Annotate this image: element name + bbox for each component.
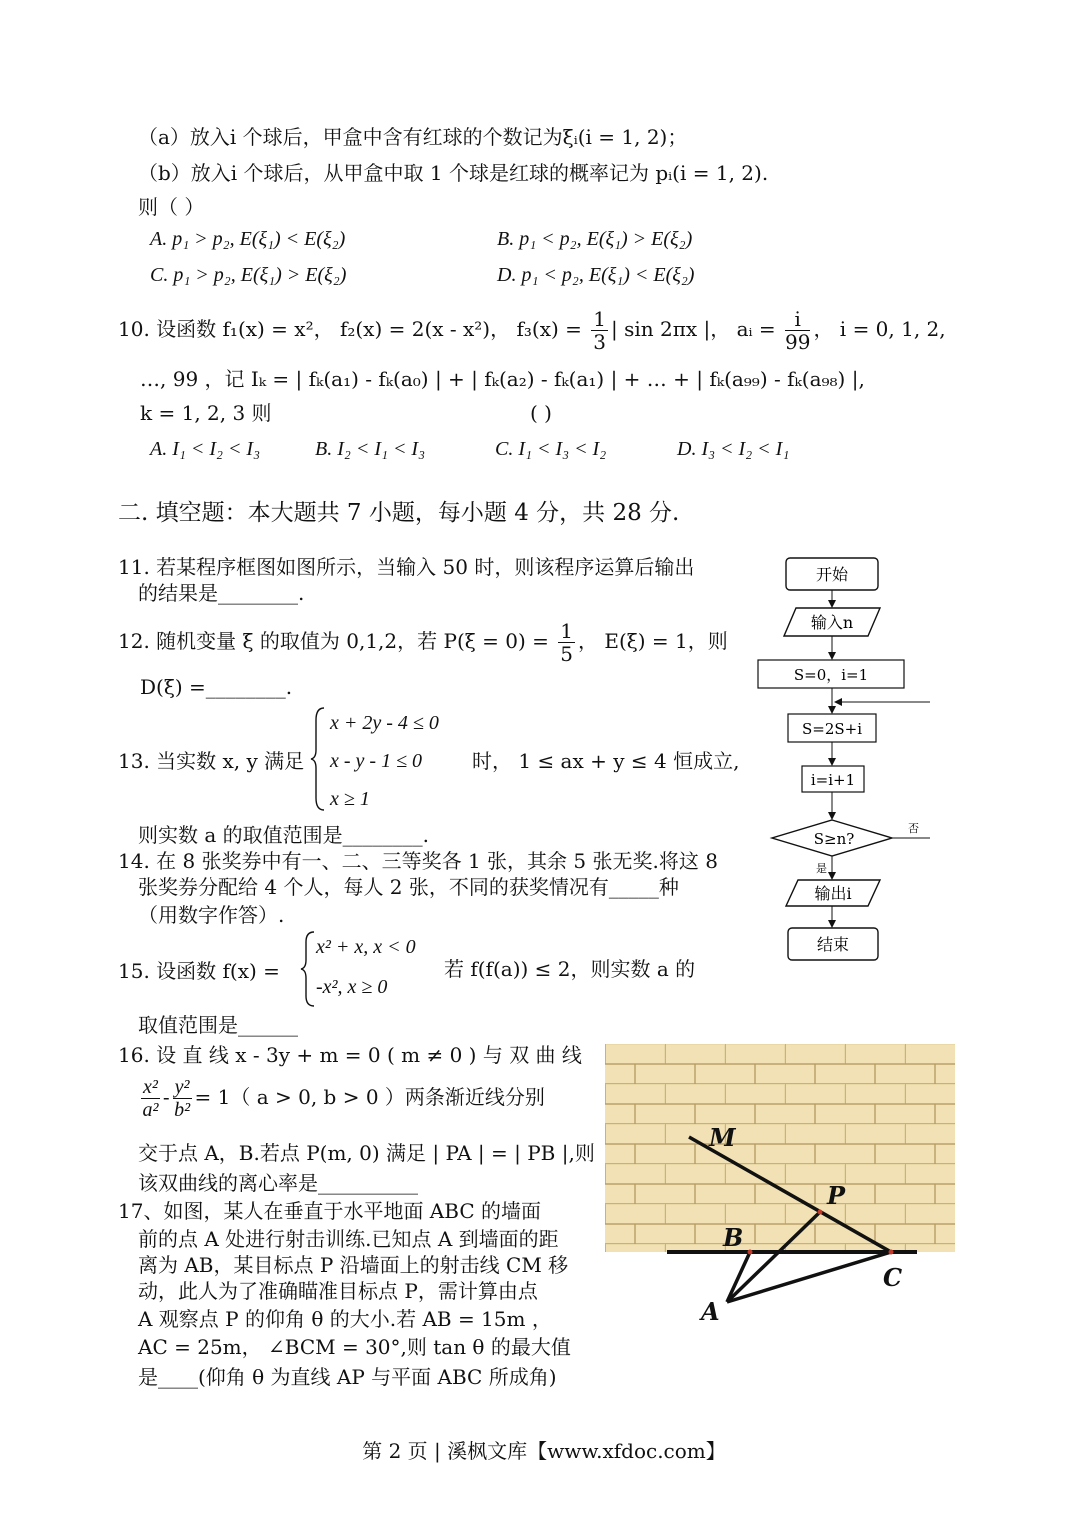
q10-line1-post: ， i = 0, 1, 2, [813,317,946,341]
q13-lead: 13. 当实数 x, y 满足 [118,749,305,773]
q16-minus: - [162,1085,170,1109]
q17-line4: 动，此人为了准确瞄准目标点 P，需计算由点 [138,1279,538,1303]
q10-fraction-a [785,308,810,353]
q15-line2: 取值范围是______ [138,1013,298,1037]
q12-line1-pre: 12. 随机变量 ξ 的取值为 0,1,2，若 P(ξ = 0) = [118,629,556,653]
q17-line2: 前的点 A 处进行射击训练.已知点 A 到墙面的距 [138,1227,559,1251]
flow-output-label: 输出i [814,884,852,903]
q16-frac-x [141,1076,160,1121]
q9-then: 则（ ） [138,195,205,219]
q16-line3: 交于点 A，B.若点 P(m, 0) 满足 | PA | = | PB |,则 [138,1141,595,1165]
q13-tail: 时， 1 ≤ ax + y ≤ 4 恒成立, [472,749,740,773]
q16-line1: 16. 设 直 线 x - 3y + m = 0 ( m ≠ 0 ) 与 双 曲 线 [118,1043,582,1067]
q11-line2: 的结果是________. [138,581,305,605]
q16-line4: 该双曲线的离心率是__________ [138,1171,418,1195]
wall-figure [605,1044,955,1336]
flow-decision-label: S≥n? [813,830,855,848]
q14-line1: 14. 在 8 张奖券中有一、二、三等奖各 1 张，其余 5 张无奖.将这 8 [118,849,718,873]
q14-line3: （用数字作答）. [138,903,285,927]
q11-line1: 11. 若某程序框图如图所示，当输入 50 时，则该程序运算后输出 [118,555,695,579]
q13-line2: 则实数 a 的取值范围是________. [138,823,429,847]
flow-update-i-label: i=i+1 [810,771,856,789]
label-b: B [723,1223,744,1252]
q10-frac2-den: 99 [785,330,811,354]
label-p: P [827,1181,846,1210]
q15-brace [300,930,316,1008]
q12-line1 [118,620,728,665]
q12-line2: D(ξ) =________. [140,675,293,699]
q16-frac-y [173,1076,192,1121]
flow-input-label: 输入n [810,613,854,632]
q16-frac-y-num: y² [174,1076,190,1098]
q9-condition-a: （a）放入i 个球后，甲盒中含有红球的个数记为ξᵢ(i = 1, 2)； [138,125,688,149]
q15-case-2: -x², x ≥ 0 [316,976,388,998]
flow-update-s-label: S=2S+i [801,720,863,738]
q10-fraction-third [591,308,608,353]
q10-frac-den: 3 [593,330,606,354]
flow-no-label: 否 [908,822,919,835]
q12-fraction [558,620,575,665]
q17-line6: AC = 25m， ∠BCM = 30°,则 tan θ 的最大值 [138,1335,571,1359]
q13-brace [310,706,326,812]
point-b [748,1250,753,1255]
q12-line1-post: ， E(ξ) = 1，则 [577,629,728,653]
q10-option-c: C. I₁ < I₃ < I₂ [495,438,607,460]
q12-frac-num: 1 [560,619,573,643]
q15-tail: 若 f(f(a)) ≤ 2，则实数 a 的 [444,957,696,981]
q13-constraint-1: x + 2y - 4 ≤ 0 [330,712,439,734]
q10-frac-num: 1 [593,307,606,331]
brick-wall [605,1044,955,1252]
q10-line3: k = 1, 2, 3 则 [140,401,272,425]
q16-frac-x-num: x² [143,1076,158,1098]
q17-line7: 是____(仰角 θ 为直线 AP 与平面 ABC 所成角) [138,1365,557,1389]
flow-init-label: S=0，i=1 [793,666,869,684]
q12-frac-den: 5 [560,642,573,666]
ground-area [605,1252,955,1336]
q9-option-b: B. p₁ < p₂, E(ξ₁) > E(ξ₂) [497,228,693,250]
q16-line2-post: = 1（ a > 0, b > 0 ）两条渐近线分别 [194,1085,545,1109]
flow-end-label: 结束 [816,935,850,954]
q16-frac-y-den: b² [174,1099,191,1121]
q10-line1 [118,308,946,353]
q10-option-d: D. I₃ < I₂ < I₁ [677,438,790,460]
label-a: A [701,1297,720,1326]
q15-lead: 15. 设函数 f(x) = [118,959,280,983]
q9-option-d: D. p₁ < p₂, E(ξ₁) < E(ξ₂) [497,264,695,286]
q9-option-a: A. p₁ > p₂, E(ξ₁) < E(ξ₂) [150,228,346,250]
q10-option-a: A. I₁ < I₂ < I₃ [150,438,261,460]
page-footer: 第 2 页 | 溪枫文库【www.xfdoc.com】 [362,1439,726,1463]
section-heading: 二. 填空题：本大题共 7 小题，每小题 4 分，共 28 分. [118,500,680,526]
q16-frac-x-den: a² [142,1099,159,1121]
q14-line2: 张奖券分配给 4 个人，每人 2 张，不同的获奖情况有_____种 [138,875,679,899]
q10-line1-pre: 10. 设函数 f₁(x) = x²， f₂(x) = 2(x - x²)， f₃(x) = [118,317,589,341]
q10-answer-paren: ( ) [530,401,552,425]
point-p [818,1210,823,1215]
program-flowchart [750,550,950,970]
q10-frac2-num: i [785,308,810,331]
label-c: C [883,1263,903,1292]
flow-yes-label: 是 [816,862,827,875]
q10-line2: …, 99 ，记 Iₖ = | fₖ(a₁) - fₖ(a₀) | + | fₖ(a₂) - fₖ(a₁) | + … + | fₖ(a₉₉) - fₖ(a₉₈) |, [140,367,865,391]
q17-line1: 17、如图，某人在垂直于水平地面 ABC 的墙面 [118,1199,541,1223]
point-c [889,1250,894,1255]
q13-constraint-3: x ≥ 1 [330,788,370,810]
q10-option-b: B. I₂ < I₁ < I₃ [315,438,426,460]
q13-constraint-2: x - y - 1 ≤ 0 [330,750,423,772]
q17-line5: A 观察点 P 的仰角 θ 的大小.若 AB = 15m ， [138,1307,552,1331]
label-m: M [709,1123,736,1152]
q15-case-1: x² + x, x < 0 [316,936,416,958]
q16-line2 [138,1076,545,1121]
flow-start-label: 开始 [815,565,849,584]
q9-option-c: C. p₁ > p₂, E(ξ₁) > E(ξ₂) [150,264,347,286]
q9-condition-b: （b）放入i 个球后，从甲盒中取 1 个球是红球的概率记为 pᵢ(i = 1, 2). [138,161,769,185]
q10-line1-mid: | sin 2πx |， aᵢ = [610,317,782,341]
q17-line3: 离为 AB，某目标点 P 沿墙面上的射击线 CM 移 [138,1253,569,1277]
